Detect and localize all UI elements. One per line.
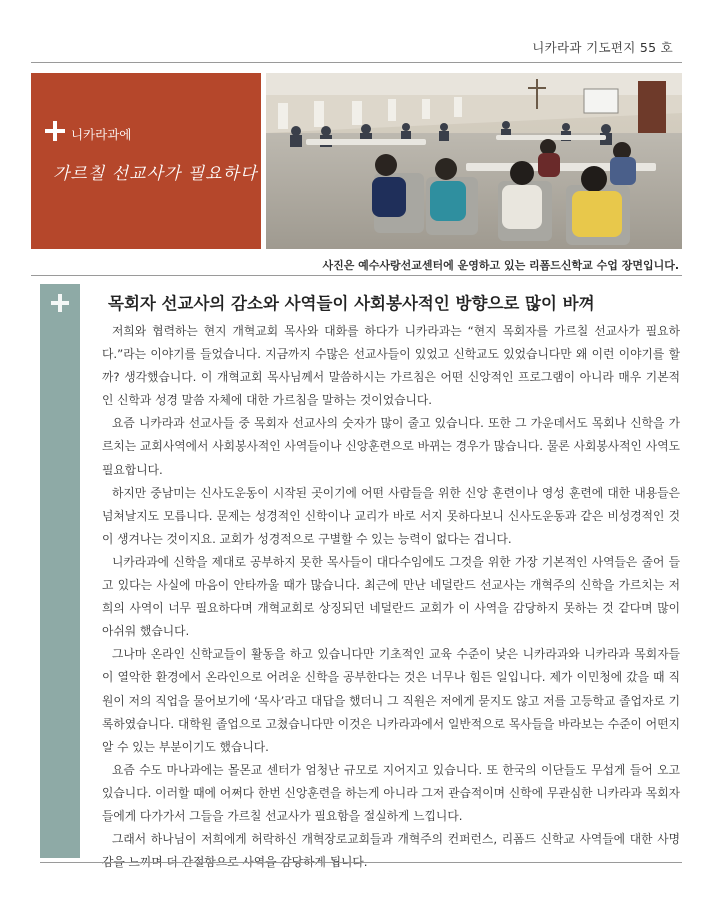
article-body [102,320,680,874]
banner-subtitle: 니카라과에 [71,127,132,142]
article-paragraph: 요즘 수도 마나과에는 몰몬교 센터가 엄청난 규모로 지어지고 있습니다. 또 한국의 이단들도 무섭게 들어 오고 있습니다. 이러할 때에 어쩌다 한번 신앙훈련을 하는게 아니라 그저 관습적이며 신학에 무관심한 니카라과 목회자들에게 다가가서 그들을 가르칠 선교사가 필요함을 절실하게 느낍니다. [102,762,680,823]
footer-divider [40,862,682,863]
classroom-photo-image [266,73,682,249]
article-paragraph: 저희와 협력하는 현지 개혁교회 목사와 대화를 하다가 니카라과는 “현지 목회자를 가르칠 선교사가 필요하다.”라는 이야기를 들었습니다. 지금까지 수많은 선교사들이 있었고 신학교도 있었습니다만 왜 이런 이야기를 할까? 생각했습니다. 이 개혁교회 목사님께서 말씀하시는 가르침은 어떤 신앙적인 프로그램이 아니라 매우 기본적인 신학과 성경 말씀 자체에 대한 가르침을 말하는 것이었습니다. [102,324,680,408]
article-paragraph: 하지만 중남미는 신사도운동이 시작된 곳이기에 어떤 사람들을 위한 신앙 훈련이나 영성 훈련에 대한 내용들은 넘쳐날지도 모릅니다. 문제는 성경적인 신학이나 교리가 바로 서지 못하다보니 신사도운동과 같은 비성경적인 것이 생겨나는 것이지요. 교회가 성경적으로 구별할 수 있는 능력이 없다는 겁니다. [102,485,680,546]
photo-caption: 사진은 예수사랑선교센터에 운영하고 있는 리폼드신학교 수업 장면입니다. [322,259,679,272]
article-paragraph: 요즘 니카라과 선교사들 중 목회자 선교사의 숫자가 많이 줄고 있습니다. 또한 그 가운데서도 목회나 신학을 가르치는 교회사역에서 사회봉사적인 사역들이나 신앙훈련으로 바뀌는 경우가 많습니다. 물론 사회봉사적인 사역도 필요합니다. [102,416,680,477]
plus-icon [45,121,65,141]
article-paragraph: 그래서 하나님이 저희에게 허락하신 개혁장로교회들과 개혁주의 컨퍼런스, 리폼드 신학교 사역들에 대한 사명감을 느끼며 더 간절함으로 사역을 감당하게 됩니다. [102,832,680,870]
plus-icon [51,294,69,312]
article-paragraph: 그나마 온라인 신학교들이 활동을 하고 있습니다만 기초적인 교육 수준이 낮은 니카라과와 니카라과 목회자들이 열악한 환경에서 온라인으로 어려운 신학을 공부한다는 것은 너무나 힘든 일입니다. 제가 이민청에 갔을 때 직원이 저의 직업을 물어보기에 ‘목사’라고 대답을 했더니 그 직원은 저에게 묻지도 않고 저를 고등학교 졸업자로 기록하였습니다. 대학원 졸업으로 고쳤습니다만 이것은 니카라과에서 일반적으로 목사들을 바라보는 수준이 어떤지 알 수 있는 부분이기도 했습니다. [102,647,680,754]
page-header-title: 니카라과 기도편지 55 호 [532,40,673,55]
article-title: 목회자 선교사의 감소와 사역들이 사회봉사적인 방향으로 많이 바껴 [108,294,595,313]
classroom-photo [266,73,682,249]
caption-divider [31,275,682,276]
article-side-bar [40,284,80,858]
banner-headline: 가르칠 선교사가 필요하다 [53,164,258,184]
header-divider [31,62,682,63]
article-paragraph: 니카라과에 신학을 제대로 공부하지 못한 목사들이 대다수임에도 그것을 위한 가장 기본적인 사역들은 줄어 들고 있다는 사실에 마음이 안타까울 때가 많습니다. 최근에 만난 네덜란드 선교사는 개혁주의 신학을 가르치는 저희의 사역이 너무 필요하다며 개혁교회로 상징되던 네덜란드 교회가 이 사역을 감당하지 못하는 것 같다며 많이 아쉬워 했습니다. [102,554,680,639]
title-banner [31,73,261,249]
